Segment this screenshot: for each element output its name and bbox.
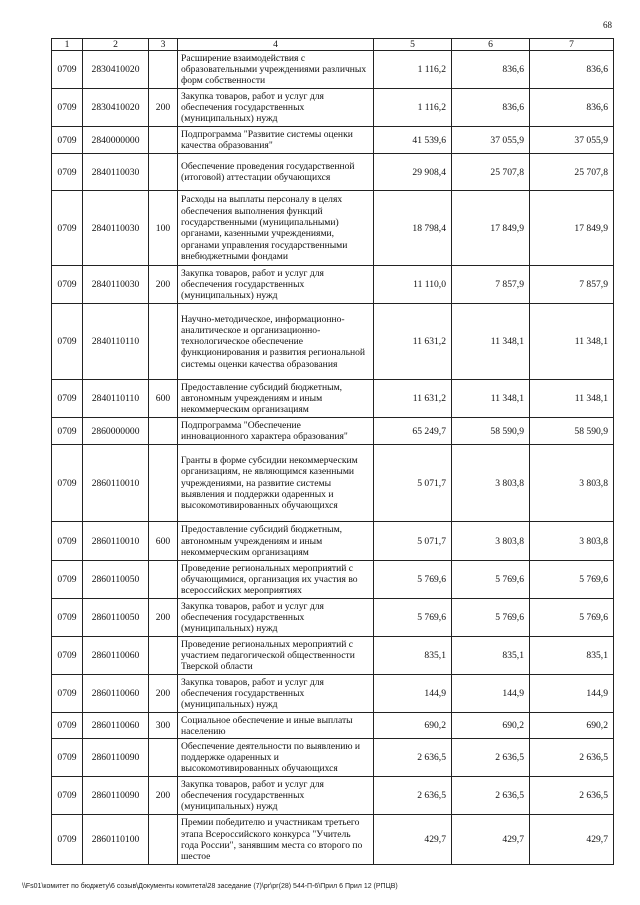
table-row (52, 127, 614, 154)
section-code-cell: 0709 (52, 739, 83, 777)
item-name-cell: Премии победителю и участникам третьего этапа Всероссийского конкурса "Учитель года России", занявшим места со второго по шестое (178, 815, 374, 865)
item-name-cell: Проведение региональных мероприятий с участием педагогической общественности Тверской области (178, 637, 374, 675)
amount-3-cell: 2 636,5 (530, 777, 614, 815)
amount-1-cell: 5 071,7 (374, 522, 452, 561)
target-article-cell: 2840110030 (83, 266, 149, 304)
table-row (52, 599, 614, 637)
amount-3-cell: 3 803,8 (530, 445, 614, 522)
target-article-cell: 2860110100 (83, 815, 149, 865)
amount-1-cell: 5 769,6 (374, 599, 452, 637)
item-name-cell: Обеспечение деятельности по выявлению и поддержке одаренных и высокомотивированных обучающихся (178, 739, 374, 777)
section-code-cell: 0709 (52, 561, 83, 599)
section-code-cell: 0709 (52, 599, 83, 637)
amount-2-cell: 25 707,8 (452, 154, 530, 191)
amount-2-cell: 37 055,9 (452, 127, 530, 154)
header-row (52, 39, 614, 51)
expense-type-cell: 200 (149, 266, 178, 304)
amount-2-cell: 11 348,1 (452, 304, 530, 380)
budget-table-container (51, 38, 613, 865)
item-name-cell: Закупка товаров, работ и услуг для обеспечения государственных (муниципальных) нужд (178, 777, 374, 815)
item-name-cell: Закупка товаров, работ и услуг для обеспечения государственных (муниципальных) нужд (178, 599, 374, 637)
amount-3-cell: 429,7 (530, 815, 614, 865)
amount-3-cell: 25 707,8 (530, 154, 614, 191)
amount-3-cell: 144,9 (530, 675, 614, 713)
target-article-cell: 2860110060 (83, 675, 149, 713)
expense-type-cell (149, 154, 178, 191)
expense-type-cell (149, 304, 178, 380)
amount-1-cell: 5 071,7 (374, 445, 452, 522)
amount-2-cell: 144,9 (452, 675, 530, 713)
footer-file-path: \\Fs01\комитет по бюджету\6 созыв\Документы комитета\28 заседание (7)\рг\рг(28) 544-П-6\Прил 6 Прил 12 (РПЦВ) (22, 883, 398, 890)
expense-type-cell (149, 637, 178, 675)
amount-1-cell: 429,7 (374, 815, 452, 865)
item-name-cell: Обеспечение проведения государственной (итоговой) аттестации обучающихся (178, 154, 374, 191)
amount-3-cell: 836,6 (530, 89, 614, 127)
section-code-cell: 0709 (52, 522, 83, 561)
expense-type-cell: 200 (149, 89, 178, 127)
table-row (52, 815, 614, 865)
amount-1-cell: 2 636,5 (374, 777, 452, 815)
amount-2-cell: 17 849,9 (452, 191, 530, 266)
amount-2-cell: 3 803,8 (452, 522, 530, 561)
amount-3-cell: 3 803,8 (530, 522, 614, 561)
section-code-cell: 0709 (52, 777, 83, 815)
section-code-cell: 0709 (52, 418, 83, 445)
amount-2-cell: 11 348,1 (452, 380, 530, 418)
target-article-cell: 2860110090 (83, 777, 149, 815)
table-row (52, 675, 614, 713)
expense-type-cell: 200 (149, 777, 178, 815)
target-article-cell: 2860110010 (83, 445, 149, 522)
table-row (52, 739, 614, 777)
expense-type-cell (149, 815, 178, 865)
amount-1-cell: 144,9 (374, 675, 452, 713)
section-code-cell: 0709 (52, 380, 83, 418)
expense-type-cell (149, 127, 178, 154)
expense-type-cell: 200 (149, 675, 178, 713)
item-name-cell: Предоставление субсидий бюджетным, автономным учреждениям и иным некоммерческим организациям (178, 380, 374, 418)
expense-type-cell (149, 51, 178, 89)
amount-2-cell: 58 590,9 (452, 418, 530, 445)
item-name-cell: Подпрограмма "Развитие системы оценки качества образования" (178, 127, 374, 154)
table-row (52, 266, 614, 304)
target-article-cell: 2830410020 (83, 51, 149, 89)
amount-2-cell: 7 857,9 (452, 266, 530, 304)
header-cell-amount-2: 6 (452, 39, 530, 51)
table-body (52, 51, 614, 865)
amount-2-cell: 836,6 (452, 51, 530, 89)
section-code-cell: 0709 (52, 713, 83, 739)
amount-2-cell: 5 769,6 (452, 561, 530, 599)
amount-3-cell: 5 769,6 (530, 599, 614, 637)
expense-type-cell (149, 418, 178, 445)
target-article-cell: 2860110060 (83, 713, 149, 739)
amount-1-cell: 18 798,4 (374, 191, 452, 266)
expense-type-cell (149, 561, 178, 599)
item-name-cell: Проведение региональных мероприятий с обучающимися, организация их участия во всероссийских мероприятиях (178, 561, 374, 599)
expense-type-cell: 600 (149, 380, 178, 418)
amount-1-cell: 1 116,2 (374, 89, 452, 127)
target-article-cell: 2840000000 (83, 127, 149, 154)
amount-1-cell: 41 539,6 (374, 127, 452, 154)
amount-1-cell: 11 631,2 (374, 380, 452, 418)
amount-3-cell: 11 348,1 (530, 304, 614, 380)
section-code-cell: 0709 (52, 637, 83, 675)
section-code-cell: 0709 (52, 304, 83, 380)
table-row (52, 561, 614, 599)
header-cell-expense-type: 3 (149, 39, 178, 51)
amount-2-cell: 836,6 (452, 89, 530, 127)
table-row (52, 304, 614, 380)
section-code-cell: 0709 (52, 127, 83, 154)
amount-3-cell: 17 849,9 (530, 191, 614, 266)
item-name-cell: Закупка товаров, работ и услуг для обеспечения государственных (муниципальных) нужд (178, 266, 374, 304)
page-number: 68 (603, 20, 612, 30)
expense-type-cell: 600 (149, 522, 178, 561)
item-name-cell: Гранты в форме субсидии некоммерческим организациям, не являющимся казенными учреждениями, на развитие системы выявления и поддержки одаренных и высокомотивированных обучающихся (178, 445, 374, 522)
table-row (52, 418, 614, 445)
table-row (52, 522, 614, 561)
table-row (52, 637, 614, 675)
item-name-cell: Предоставление субсидий бюджетным, автономным учреждениям и иным некоммерческим организациям (178, 522, 374, 561)
header-cell-amount-3: 7 (530, 39, 614, 51)
section-code-cell: 0709 (52, 191, 83, 266)
target-article-cell: 2860110050 (83, 599, 149, 637)
table-row (52, 89, 614, 127)
amount-3-cell: 37 055,9 (530, 127, 614, 154)
expense-type-cell: 300 (149, 713, 178, 739)
amount-2-cell: 3 803,8 (452, 445, 530, 522)
amount-2-cell: 2 636,5 (452, 777, 530, 815)
item-name-cell: Научно-методическое, информационно-аналитическое и организационно-технологическое обеспечение функционирования и развития региональной системы оценки качества образования (178, 304, 374, 380)
amount-1-cell: 29 908,4 (374, 154, 452, 191)
table-row (52, 445, 614, 522)
amount-3-cell: 11 348,1 (530, 380, 614, 418)
header-cell-section: 1 (52, 39, 83, 51)
expense-type-cell (149, 445, 178, 522)
item-name-cell: Социальное обеспечение и иные выплаты населению (178, 713, 374, 739)
table-row (52, 191, 614, 266)
header-cell-name: 4 (178, 39, 374, 51)
amount-3-cell: 58 590,9 (530, 418, 614, 445)
target-article-cell: 2840110030 (83, 154, 149, 191)
expense-type-cell: 100 (149, 191, 178, 266)
target-article-cell: 2860110010 (83, 522, 149, 561)
amount-3-cell: 5 769,6 (530, 561, 614, 599)
section-code-cell: 0709 (52, 445, 83, 522)
table-row (52, 51, 614, 89)
amount-1-cell: 835,1 (374, 637, 452, 675)
amount-1-cell: 11 631,2 (374, 304, 452, 380)
target-article-cell: 2860110050 (83, 561, 149, 599)
amount-3-cell: 835,1 (530, 637, 614, 675)
header-cell-amount-1: 5 (374, 39, 452, 51)
amount-1-cell: 690,2 (374, 713, 452, 739)
amount-2-cell: 2 636,5 (452, 739, 530, 777)
target-article-cell: 2840110030 (83, 191, 149, 266)
target-article-cell: 2830410020 (83, 89, 149, 127)
amount-3-cell: 836,6 (530, 51, 614, 89)
table-row (52, 777, 614, 815)
section-code-cell: 0709 (52, 51, 83, 89)
section-code-cell: 0709 (52, 154, 83, 191)
amount-2-cell: 5 769,6 (452, 599, 530, 637)
amount-2-cell: 690,2 (452, 713, 530, 739)
amount-1-cell: 5 769,6 (374, 561, 452, 599)
section-code-cell: 0709 (52, 675, 83, 713)
section-code-cell: 0709 (52, 89, 83, 127)
target-article-cell: 2840110110 (83, 304, 149, 380)
amount-1-cell: 11 110,0 (374, 266, 452, 304)
amount-1-cell: 65 249,7 (374, 418, 452, 445)
section-code-cell: 0709 (52, 815, 83, 865)
target-article-cell: 2860000000 (83, 418, 149, 445)
target-article-cell: 2860110090 (83, 739, 149, 777)
expense-type-cell: 200 (149, 599, 178, 637)
amount-1-cell: 2 636,5 (374, 739, 452, 777)
budget-table (51, 38, 614, 865)
item-name-cell: Закупка товаров, работ и услуг для обеспечения государственных (муниципальных) нужд (178, 89, 374, 127)
expense-type-cell (149, 739, 178, 777)
amount-3-cell: 2 636,5 (530, 739, 614, 777)
item-name-cell: Расходы на выплаты персоналу в целях обеспечения выполнения функций государственными (муниципальными) органами, казенными учреждениями, органами управления государственными внебюджетными фондами (178, 191, 374, 266)
item-name-cell: Подпрограмма "Обеспечение инновационного характера образования" (178, 418, 374, 445)
section-code-cell: 0709 (52, 266, 83, 304)
item-name-cell: Закупка товаров, работ и услуг для обеспечения государственных (муниципальных) нужд (178, 675, 374, 713)
table-row (52, 154, 614, 191)
amount-3-cell: 690,2 (530, 713, 614, 739)
target-article-cell: 2840110110 (83, 380, 149, 418)
target-article-cell: 2860110060 (83, 637, 149, 675)
item-name-cell: Расширение взаимодействия с образовательными учреждениями различных форм собственности (178, 51, 374, 89)
table-row (52, 713, 614, 739)
table-row (52, 380, 614, 418)
amount-2-cell: 835,1 (452, 637, 530, 675)
amount-1-cell: 1 116,2 (374, 51, 452, 89)
amount-2-cell: 429,7 (452, 815, 530, 865)
header-cell-target-article: 2 (83, 39, 149, 51)
amount-3-cell: 7 857,9 (530, 266, 614, 304)
